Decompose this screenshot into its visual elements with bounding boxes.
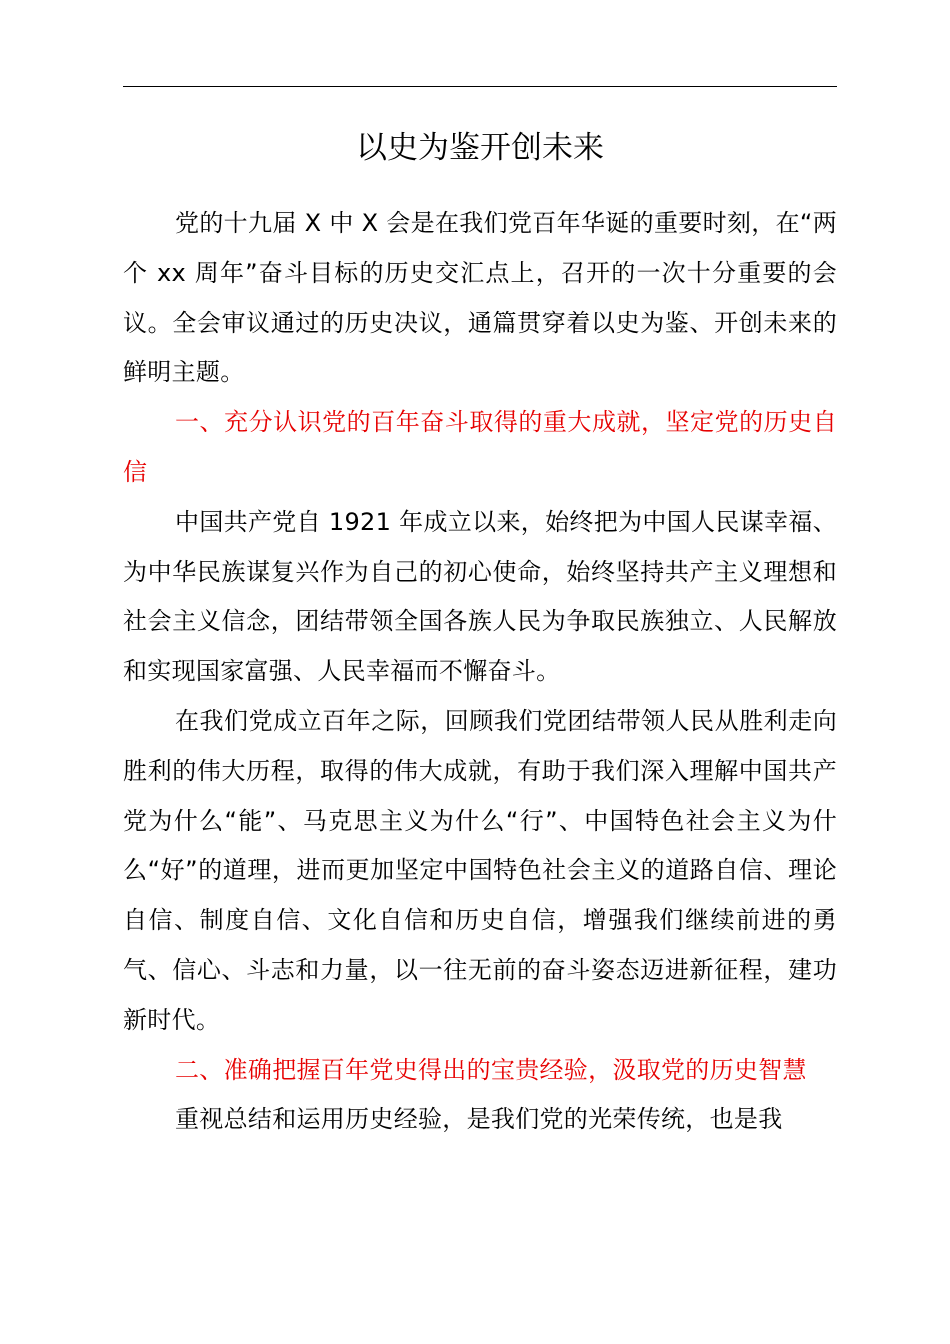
intro-paragraph: 党的十九届 X 中 X 会是在我们党百年华诞的重要时刻，在“两个 xx 周年”奋斗目标的历史交汇点上，召开的一次十分重要的会议。全会审议通过的历史决议，通篇贯穿着以史为鉴、开创未来的鲜明主题。	[123, 209, 837, 387]
body-paragraph-2: 在我们党成立百年之际，回顾我们党团结带领人民从胜利走向胜利的伟大历程，取得的伟大成就，有助于我们深入理解中国共产党为什么“能”、马克思主义为什么“行”、中国特色社会主义为什么“好”的道理，进而更加坚定中国特色社会主义的道路自信、理论自信、制度自信、文化自信和历史自信，增强我们继续前进的勇气、信心、斗志和力量，以一往无前的奋斗姿态迈进新征程，建功新时代。	[123, 706, 837, 1034]
header-rule	[123, 86, 837, 87]
document-title: 以史为鉴开创未来	[356, 130, 604, 166]
document-body	[123, 199, 837, 1145]
body-paragraph-1: 中国共产党自 1921 年成立以来，始终把为中国人民谋幸福、为中华民族谋复兴作为自己的初心使命，始终坚持共产主义理想和社会主义信念，团结带领全国各族人民为争取民族独立、人民解放和实现国家富强、人民幸福而不懈奋斗。	[123, 507, 837, 686]
body-paragraph-3: 重视总结和运用历史经验，是我们党的光荣传统，也是我	[175, 1105, 783, 1134]
section-heading-1: 一、充分认识党的百年奋斗取得的重大成就，坚定党的历史自信	[123, 408, 837, 486]
section-heading-2: 二、准确把握百年党史得出的宝贵经验，汲取党的历史智慧	[175, 1055, 807, 1084]
